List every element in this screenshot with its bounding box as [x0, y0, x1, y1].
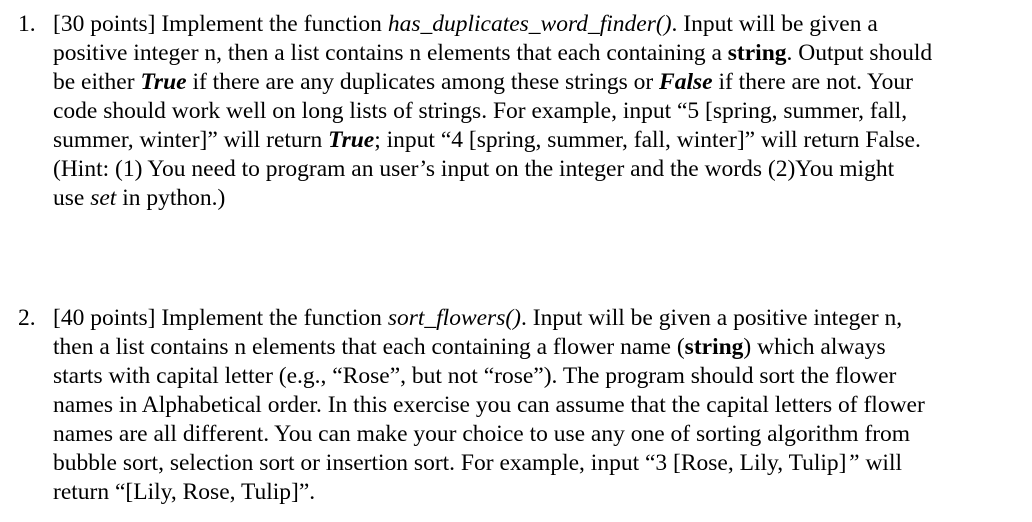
question-line: [53, 333, 886, 362]
emphasis-italic: set: [90, 185, 117, 211]
text-run: if there are not. Your: [712, 69, 913, 95]
text-run: if there are any duplicates among these strings or: [186, 69, 660, 95]
text-run: summer, winter]” will return: [53, 127, 329, 153]
text-run: ) which always: [743, 334, 886, 360]
question-line: [53, 184, 225, 213]
text-run: [30 points] Implement the function: [53, 11, 388, 37]
question-line: [53, 420, 910, 449]
text-run: code should work well on long lists of strings. For example, input “5 [spring, summer, fall,: [53, 98, 908, 124]
emphasis-bold: string: [727, 40, 787, 66]
text-run: starts with capital letter (e.g., “Rose”, but not “rose”). The program should sort the flower: [53, 363, 897, 389]
text-run: (Hint: (1) You need to program an user’s input on the integer and the words (2)You might: [53, 156, 895, 182]
text-run: . Input will be given a: [671, 11, 878, 37]
question-line: [53, 362, 896, 391]
text-run: in python.): [116, 185, 226, 211]
question-line: [53, 68, 913, 97]
question-line: [53, 97, 907, 126]
function-name: sort_flowers(): [387, 305, 521, 331]
emphasis-italic: ”: [846, 450, 860, 476]
question-line: [53, 39, 932, 68]
question-line: [53, 126, 921, 155]
emphasis-bold: string: [684, 334, 744, 360]
text-run: return “[Lily, Rose, Tulip]”.: [53, 479, 316, 505]
question-line: [53, 10, 878, 39]
text-run: use: [53, 185, 91, 211]
question-line: [53, 391, 925, 420]
text-run: [40 points] Implement the function: [53, 305, 388, 331]
text-run: be either: [53, 69, 141, 95]
text-run: ; input “4 [spring, summer, fall, winter]” will return False.: [374, 127, 921, 153]
emphasis-bold-italic: False: [659, 69, 713, 95]
text-run: names are all different. You can make your choice to use any one of sorting algorithm from: [53, 421, 911, 447]
text-run: bubble sort, selection sort or insertion sort. For example, input “3 [Rose, Lily, Tulip]: [53, 450, 847, 476]
question-number: 1.: [18, 11, 36, 37]
text-run: will: [859, 450, 902, 476]
text-run: positive integer n, then a list contains n elements that each containing a: [53, 40, 728, 66]
text-run: . Input will be given a positive integer n,: [521, 305, 903, 331]
text-run: then a list contains n elements that each containing a flower name (: [53, 334, 685, 360]
question-line: [53, 304, 902, 333]
question-number: 2.: [18, 305, 36, 331]
emphasis-bold-italic: True: [328, 127, 375, 153]
text-run: . Output should: [786, 40, 933, 66]
text-run: names in Alphabetical order. In this exercise you can assume that the capital letters of flower: [53, 392, 925, 418]
question-line: [53, 155, 894, 184]
function-name: has_duplicates_word_finder(): [387, 11, 672, 37]
question-line: [53, 449, 902, 478]
emphasis-bold-italic: True: [140, 69, 187, 95]
question-line: [53, 478, 315, 507]
